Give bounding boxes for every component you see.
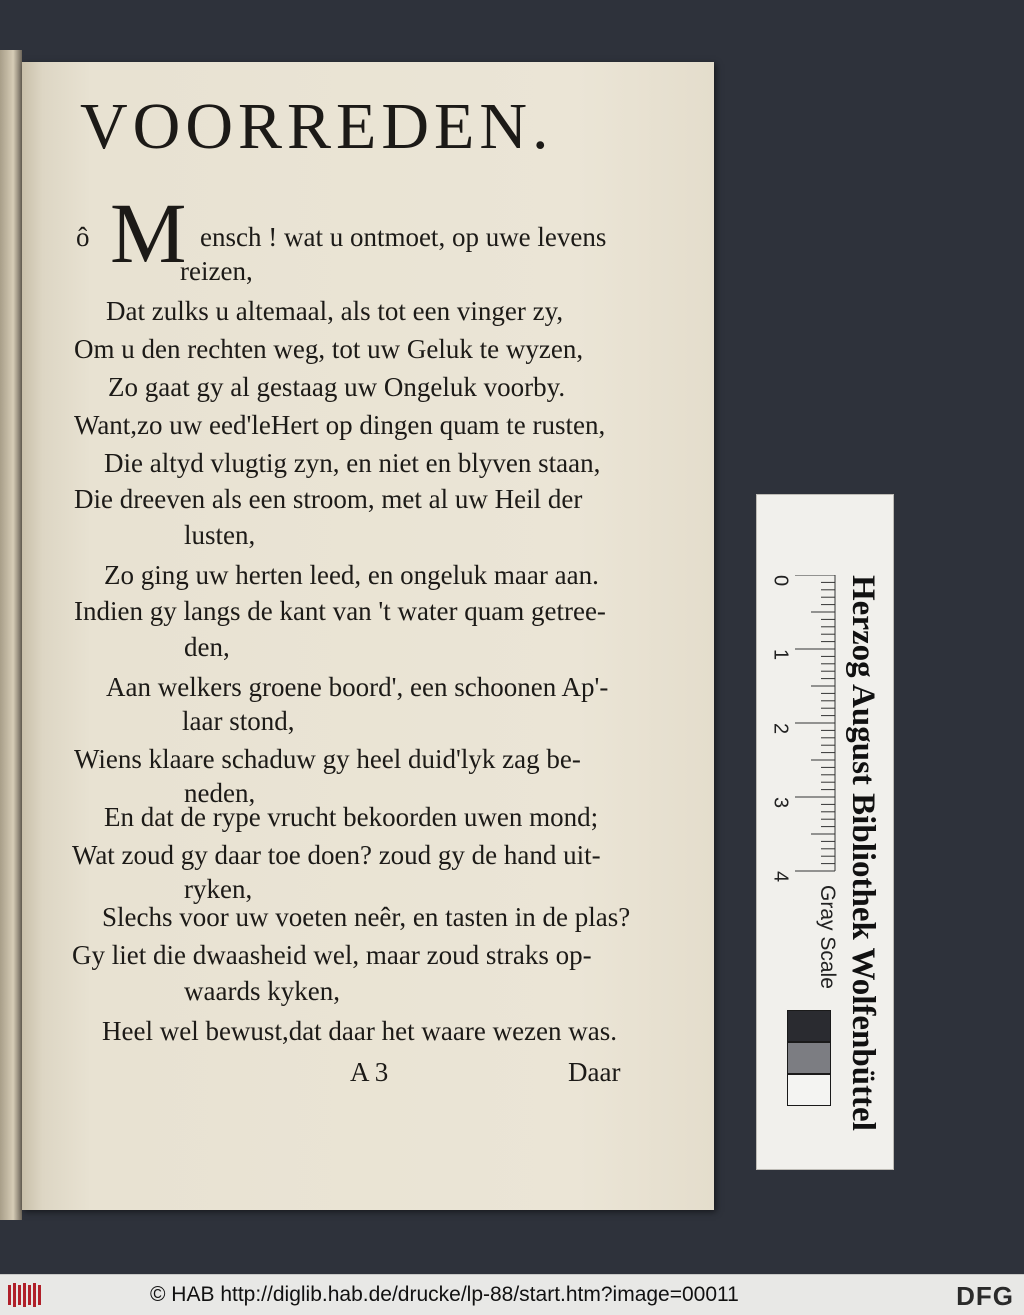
ruler-number: 0 [769, 574, 792, 587]
verse-line: Om u den rechten weg, tot uw Geluk te wyzen, [74, 334, 584, 364]
ruler-number: 2 [769, 722, 792, 735]
gray-swatch [787, 1010, 831, 1042]
verse-line: lusten, [184, 520, 256, 550]
book-page [22, 62, 714, 1210]
verse-line: ensch ! wat u ontmoet, op uwe levens [200, 222, 607, 252]
dfg-logo: DFG [956, 1281, 1014, 1311]
verse-line: Want,zo uw eed'leHert op dingen quam te rusten, [74, 410, 606, 440]
verse-line: Indien gy langs de kant van 't water quam getree- [74, 596, 606, 626]
verse-line: Wiens klaare schaduw gy heel duid'lyk zag be- [74, 744, 581, 774]
verse-line: neden, [184, 778, 256, 808]
gray-swatches [787, 1010, 831, 1106]
verse-line: ô [76, 222, 90, 252]
ruler-number: 1 [769, 648, 792, 661]
ruler-ticks [791, 575, 851, 875]
page-heading: VOORREDEN. [80, 90, 554, 163]
gray-swatch [787, 1042, 831, 1074]
verse-line: Aan welkers groene boord', een schoonen Ap'- [106, 672, 609, 702]
gray-swatch [787, 1074, 831, 1106]
verse-line: den, [184, 632, 230, 662]
verse-line: Gy liet die dwaasheid wel, maar zoud straks op- [72, 940, 592, 970]
verse-line: laar stond, [182, 706, 295, 736]
verse-line: En dat de rype vrucht bekoorden uwen mond; [104, 802, 599, 832]
verse-line: reizen, [180, 256, 253, 286]
verse-line: Zo ging uw herten leed, en ongeluk maar aan. [104, 560, 599, 590]
ruler-number: 4 [769, 870, 792, 883]
catchword: Daar [568, 1057, 621, 1087]
hab-logo-icon [8, 1283, 48, 1307]
verse-line: Wat zoud gy daar toe doen? zoud gy de hand uit- [72, 840, 601, 870]
verse-line: Die altyd vlugtig zyn, en niet en blyven staan, [104, 448, 601, 478]
verse-line: Dat zulks u altemaal, als tot een vinger zy, [106, 296, 564, 326]
footer-bar [0, 1274, 1024, 1315]
institution-name: Herzog August Bibliothek Wolfenbüttel [845, 575, 881, 1131]
ruler-number: 3 [769, 796, 792, 809]
verse-line: Die dreeven als een stroom, met al uw Heil der [74, 484, 583, 514]
previous-page-edge [0, 50, 22, 1220]
verse-line: ryken, [184, 874, 253, 904]
verse-line: Slechs voor uw voeten neêr, en tasten in de plas? [102, 902, 631, 932]
footer-link-text[interactable]: © HAB http://diglib.hab.de/drucke/lp-88/start.htm?image=00011 [150, 1283, 739, 1306]
verse-text [22, 62, 714, 1210]
drop-cap: M [110, 185, 187, 281]
signature-mark: A 3 [350, 1057, 389, 1087]
color-scale-card [756, 494, 894, 1170]
verse-line: Heel wel bewust,dat daar het waare wezen was. [102, 1016, 618, 1046]
verse-line: Zo gaat gy al gestaag uw Ongeluk voorby. [108, 372, 566, 402]
gray-scale-label: Gray Scale [816, 885, 839, 989]
verse-line: waards kyken, [184, 976, 340, 1006]
